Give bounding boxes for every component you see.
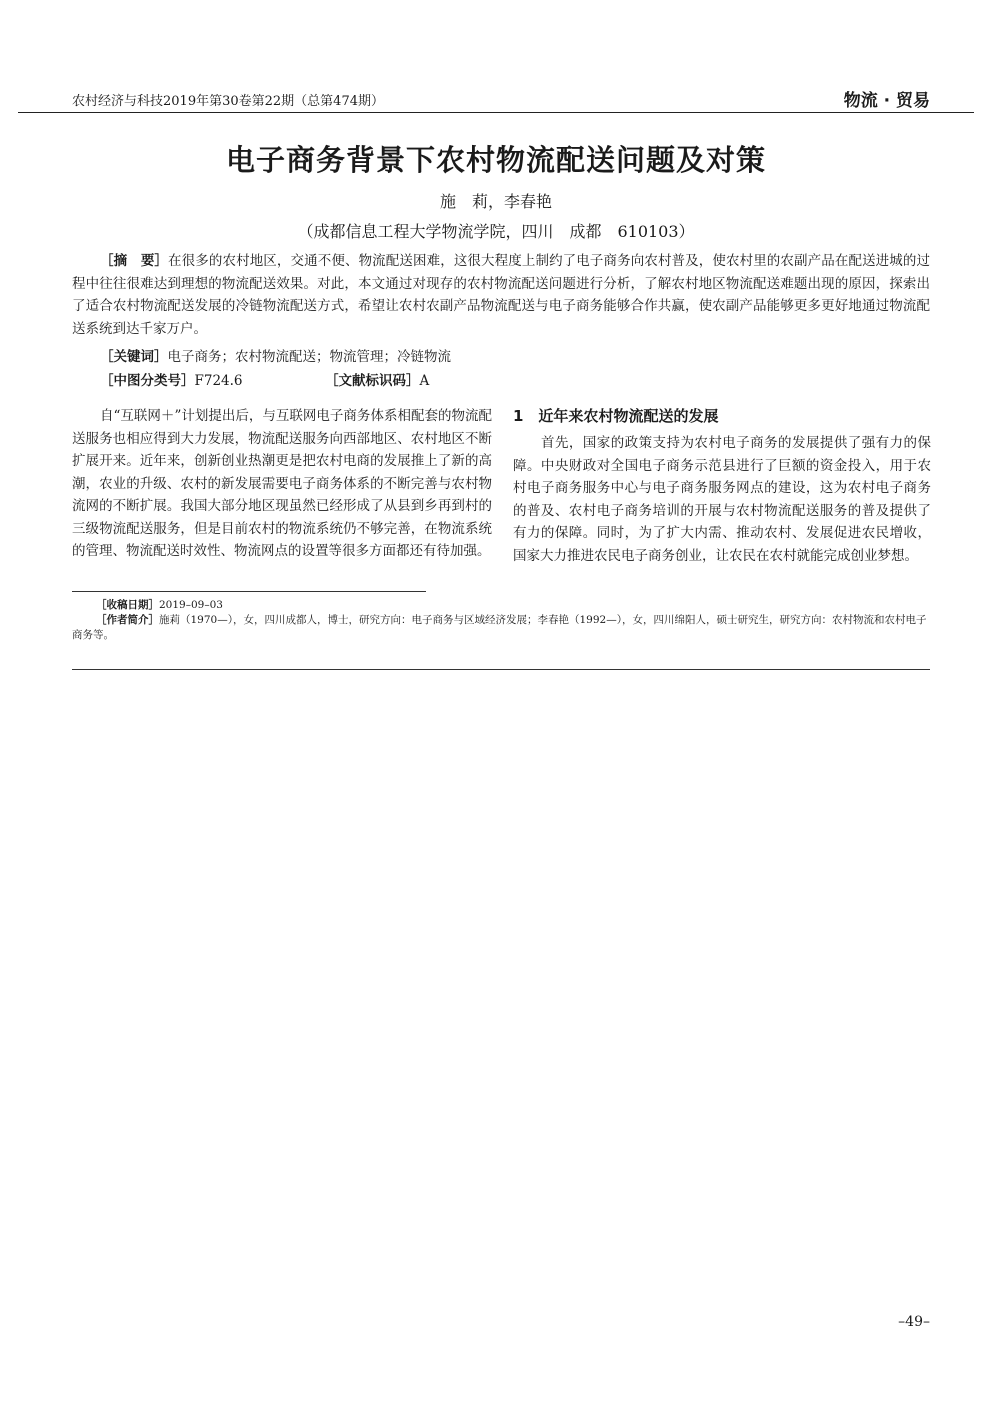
body-left-paragraph: 自“互联网＋”计划提出后，与互联网电子商务体系相配套的物流配送服务也相应得到大力发展，物流配送服务向西部地区、农村地区不断扩展开来。近年来，创新创业热潮更是把农村电商的发展推上了新的高潮，农业的升级、农村的新发展需要电子商务体系的不断完善与农村物流网的不断扩展。我国大部分地区现虽然已经形成了从县到乡再到村的三级物流配送服务，但是目前农村的物流系统仍不够完善，在物流系统的管理、物流配送时效性、物流网点的设置等很多方面都还有待加强。 — [72, 408, 492, 559]
classification-number — [100, 369, 243, 389]
document-code-label: ［文献标识码］ — [325, 373, 420, 389]
received-text: 2019–09–03 — [159, 599, 223, 611]
article-authors: 施 莉，李春艳 — [439, 192, 552, 211]
document-code-text: A — [419, 373, 430, 389]
body-right-paragraph: 首先，国家的政策支持为农村电子商务的发展提供了强有力的保障。中央财政对全国电子商务示范县进行了巨额的资金投入，用于农村电子商务服务中心与电子商务服务网点的建设，这为农村电子商务的普及、农村电子商务培训的开展与农村物流配送服务的普及提供了有力的保障。同时，为了扩大内需、推动农村、发展促进农民增收，国家大力推进农民电子商务创业，让农民在农村就能完成创业梦想。 — [513, 435, 931, 564]
keywords — [100, 345, 451, 365]
keywords-text: 电子商务；农村物流配送；物流管理；冷链物流 — [167, 349, 451, 365]
keywords-label: ［关键词］ — [100, 349, 168, 365]
abstract-label: ［摘 要］ — [100, 253, 169, 269]
article-affiliation: （成都信息工程大学物流学院，四川 成都 610103） — [297, 222, 695, 241]
classification-text: F724.6 — [194, 373, 243, 389]
footnote-divider — [72, 591, 426, 592]
bio-text: 施莉（1970—），女，四川成都人，博士，研究方向：电子商务与区域经济发展；李春艳（1992—），女，四川绵阳人，硕士研究生，研究方向：农村物流和农村电子商务等。 — [72, 614, 927, 641]
abstract — [72, 250, 930, 340]
abstract-text: 在很多的农村地区，交通不便、物流配送困难，这很大程度上制约了电子商务向农村普及，使农村里的农副产品在配送进城的过程中往往很难达到理想的物流配送效果。对此，本文通过对现存的农村物流配送问题进行分析，了解农村地区物流配送难题出现的原因，探索出了适合农村物流配送发展的冷链物流配送方式，希望让农村农副产品物流配送与电子商务能够合作共赢，使农副产品能够更多更好地通过物流配送系统到达千家万户。 — [72, 253, 931, 337]
content-end-divider — [72, 669, 930, 670]
section-1-heading: 1 近年来农村物流配送的发展 — [513, 407, 719, 425]
document-code — [325, 369, 429, 389]
article-title: 电子商务背景下农村物流配送问题及对策 — [225, 143, 766, 177]
author-bio-note — [72, 613, 930, 643]
section-header: 物流 · 贸易 — [843, 91, 930, 111]
page-number: –49– — [898, 1314, 930, 1330]
classification-label: ［中图分类号］ — [100, 373, 195, 389]
received-date-note — [96, 598, 930, 613]
header-divider — [18, 112, 974, 113]
received-label: ［收稿日期］ — [96, 599, 159, 611]
bio-label: ［作者简介］ — [96, 614, 159, 626]
journal-header: 农村经济与科技2019年第30卷第22期（总第474期） — [72, 94, 384, 109]
